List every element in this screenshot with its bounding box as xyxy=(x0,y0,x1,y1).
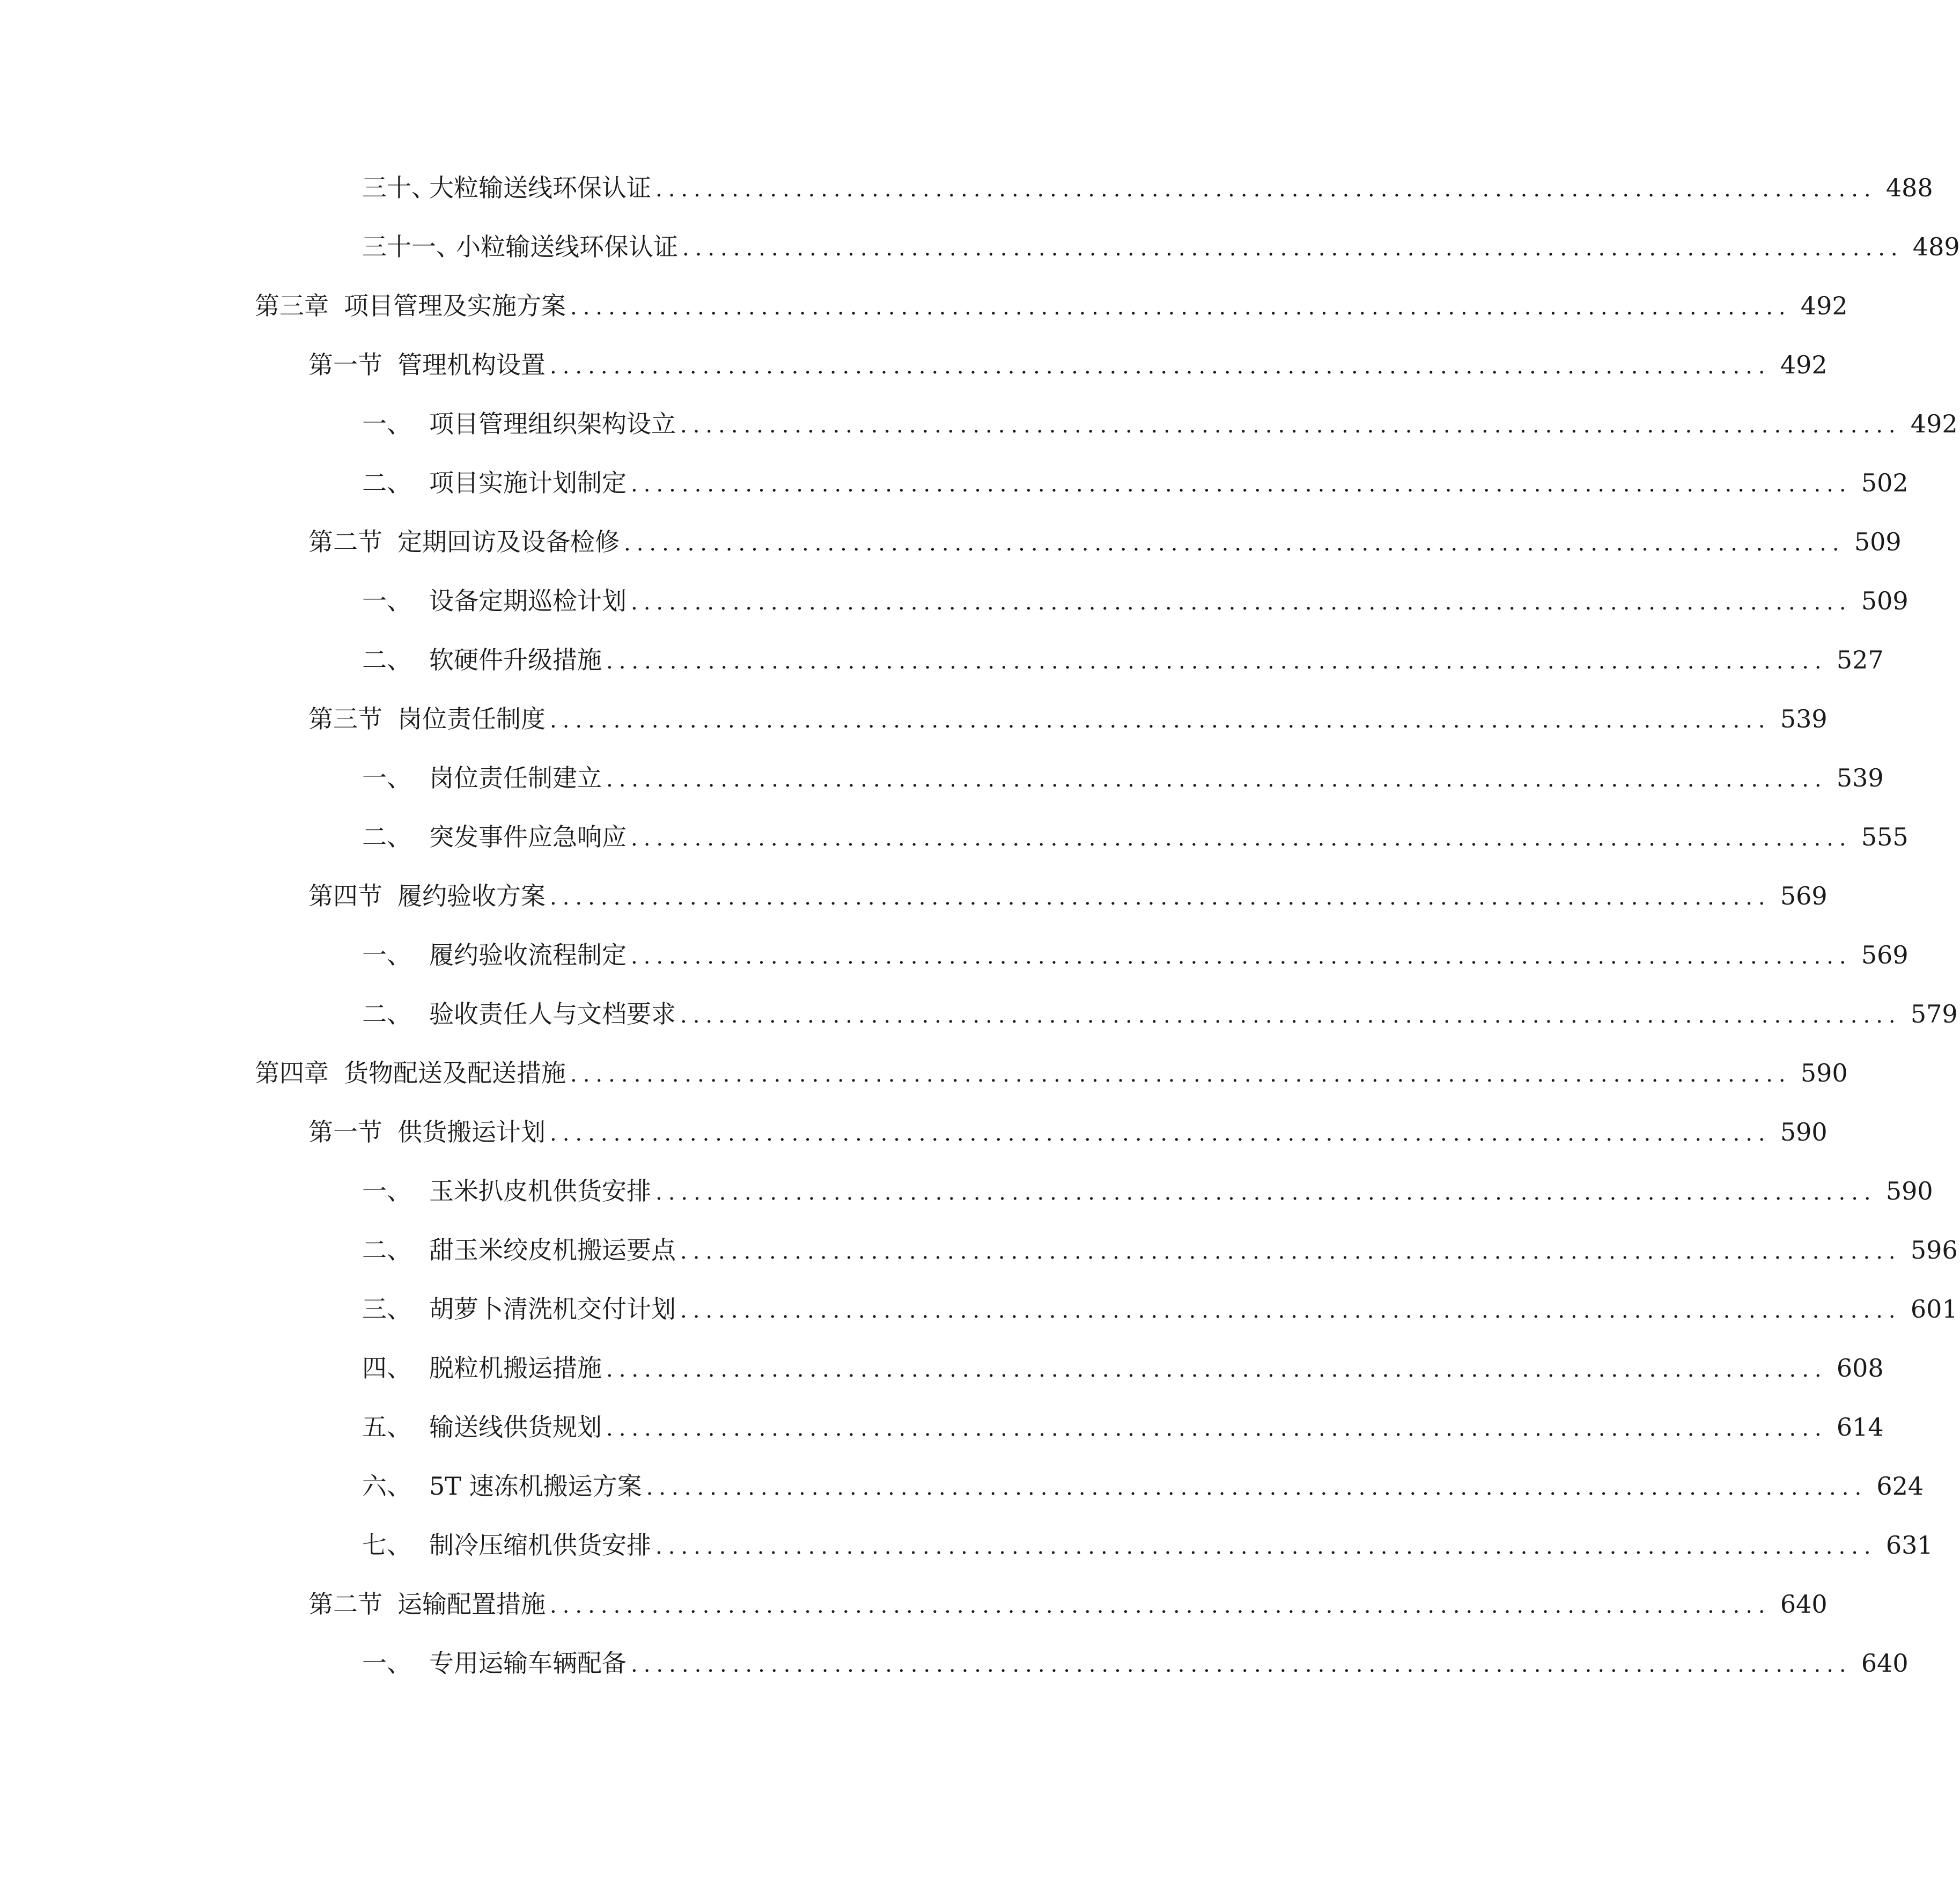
toc-entry[interactable] xyxy=(362,933,1909,976)
toc-entry-number: 一、 xyxy=(362,1649,411,1678)
toc-entry-title: 项目管理组织架构设立 xyxy=(429,409,676,438)
toc-entry-number: 四、 xyxy=(362,1354,411,1383)
toc-entry[interactable] xyxy=(362,225,1960,268)
toc-entry-page: 502 xyxy=(1861,468,1909,497)
toc-entry-number: 第三章 xyxy=(255,291,329,320)
toc-entry-page: 555 xyxy=(1861,822,1909,851)
toc-leader-dots: ................................................................................................ xyxy=(680,1239,1902,1264)
toc-entry-page: 624 xyxy=(1876,1472,1924,1501)
toc-entry-title: 甜玉米绞皮机搬运要点 xyxy=(429,1236,676,1265)
toc-entry-title: 管理机构设置 xyxy=(397,350,546,379)
toc-entry[interactable] xyxy=(308,1583,1828,1626)
toc-entry[interactable] xyxy=(362,1642,1909,1685)
toc-entry-page: 590 xyxy=(1885,1177,1933,1205)
toc-entry-number: 二、 xyxy=(362,822,411,851)
toc-entry-page: 590 xyxy=(1800,1058,1848,1087)
toc-entry-title: 制冷压缩机供货安排 xyxy=(429,1531,651,1560)
toc-entry-title: 5T 速冻机搬运方案 xyxy=(429,1472,642,1501)
toc-entry-number: 二、 xyxy=(362,468,411,497)
toc-entry-number: 一、 xyxy=(362,1177,411,1205)
toc-entry-number: 第二节 xyxy=(308,527,382,556)
toc-leader-dots: ................................................................................................ xyxy=(682,236,1904,261)
toc-entry-number: 第一节 xyxy=(308,350,382,379)
toc-entry-title: 大粒输送线环保认证 xyxy=(429,173,651,202)
toc-leader-dots: ................................................................................................ xyxy=(680,1298,1902,1323)
toc-entry-number: 七、 xyxy=(362,1531,411,1560)
toc-entry-page: 509 xyxy=(1854,527,1902,556)
toc-entry-number: 二、 xyxy=(362,645,411,674)
toc-entry[interactable] xyxy=(308,1111,1828,1153)
toc-leader-dots: ................................................................................................ xyxy=(655,1534,1877,1559)
toc-entry-page: 590 xyxy=(1780,1118,1828,1146)
toc-entry-title: 输送线供货规划 xyxy=(429,1413,602,1442)
toc-entry-title: 履约验收方案 xyxy=(397,881,546,910)
toc-entry-number: 三十一、 xyxy=(362,232,461,261)
toc-leader-dots: ................................................................................................ xyxy=(550,354,1771,379)
toc-entry-number: 第一节 xyxy=(308,1118,382,1146)
toc-entry[interactable] xyxy=(308,520,1902,563)
toc-entry-title: 脱粒机搬运措施 xyxy=(429,1354,602,1383)
toc-entry-number: 二、 xyxy=(362,1236,411,1265)
toc-entry[interactable] xyxy=(308,874,1828,917)
toc-entry[interactable] xyxy=(362,1465,1924,1508)
toc-entry-number: 第二节 xyxy=(308,1590,382,1619)
toc-entry-title: 专用运输车辆配备 xyxy=(429,1649,627,1678)
toc-entry-number: 一、 xyxy=(362,763,411,792)
toc-entry-title: 验收责任人与文档要求 xyxy=(429,999,676,1028)
toc-leader-dots: ................................................................................................ xyxy=(550,708,1771,733)
toc-leader-dots: ................................................................................................ xyxy=(680,1003,1902,1028)
toc-entry-title: 设备定期巡检计划 xyxy=(429,586,627,615)
toc-entry[interactable] xyxy=(362,1288,1958,1330)
toc-entry-page: 608 xyxy=(1836,1354,1884,1383)
toc-leader-dots: ................................................................................................ xyxy=(631,590,1852,615)
toc-entry[interactable] xyxy=(362,1229,1958,1271)
toc-entry-title: 小粒输送线环保认证 xyxy=(456,232,678,261)
toc-leader-dots: ................................................................................................ xyxy=(550,1593,1771,1618)
toc-entry-title: 玉米扒皮机供货安排 xyxy=(429,1177,651,1205)
toc-entry-page: 492 xyxy=(1800,291,1848,320)
toc-entry[interactable] xyxy=(362,1347,1884,1390)
toc-entry[interactable] xyxy=(362,1524,1933,1567)
toc-entry-page: 509 xyxy=(1861,586,1909,615)
toc-leader-dots: ................................................................................................ xyxy=(655,177,1877,202)
toc-entry[interactable] xyxy=(362,815,1909,858)
toc-leader-dots: ................................................................................................ xyxy=(570,1062,1792,1087)
toc-entry-title: 软硬件升级措施 xyxy=(429,645,602,674)
toc-entry-page: 569 xyxy=(1780,881,1828,910)
toc-entry[interactable] xyxy=(362,1170,1933,1212)
toc-entry-page: 596 xyxy=(1910,1236,1958,1265)
toc-entry[interactable] xyxy=(362,638,1884,681)
toc-entry-number: 第三节 xyxy=(308,704,382,733)
toc-entry-number: 第四节 xyxy=(308,881,382,910)
toc-entry[interactable] xyxy=(362,166,1933,209)
toc-entry[interactable] xyxy=(308,697,1828,740)
toc-entry[interactable] xyxy=(308,343,1828,386)
toc-entry-page: 539 xyxy=(1780,704,1828,733)
toc-entry-number: 三、 xyxy=(362,1295,411,1324)
toc-entry-page: 492 xyxy=(1780,350,1828,379)
toc-entry[interactable] xyxy=(362,756,1884,799)
toc-entry-page: 631 xyxy=(1885,1531,1933,1560)
toc-entry-title: 供货搬运计划 xyxy=(397,1118,546,1146)
toc-entry-page: 488 xyxy=(1885,173,1933,202)
toc-entry-title: 运输配置措施 xyxy=(397,1590,546,1619)
toc-entry-number: 一、 xyxy=(362,409,411,438)
toc-leader-dots: ................................................................................................ xyxy=(624,531,1845,556)
toc-entry[interactable] xyxy=(255,284,1848,327)
toc-entry-page: 492 xyxy=(1910,409,1958,438)
toc-entry-number: 一、 xyxy=(362,586,411,615)
toc-leader-dots: ................................................................................................ xyxy=(680,413,1902,438)
toc-leader-dots: ................................................................................................ xyxy=(646,1475,1868,1500)
toc-entry-page: 539 xyxy=(1836,763,1884,792)
toc-entry-number: 六、 xyxy=(362,1472,411,1501)
toc-entry-title: 项目实施计划制定 xyxy=(429,468,627,497)
toc-entry[interactable] xyxy=(362,461,1909,504)
toc-entry-title: 突发事件应急响应 xyxy=(429,822,627,851)
toc-leader-dots: ................................................................................................ xyxy=(631,1652,1852,1677)
toc-entry[interactable] xyxy=(255,1052,1848,1094)
toc-leader-dots: ................................................................................................ xyxy=(631,826,1852,851)
toc-entry-title: 履约验收流程制定 xyxy=(429,940,627,969)
toc-entry-title: 胡萝卜清洗机交付计划 xyxy=(429,1295,676,1324)
toc-entry-title: 货物配送及配送措施 xyxy=(344,1058,566,1087)
toc-entry-page: 579 xyxy=(1910,999,1958,1028)
toc-entry-page: 601 xyxy=(1910,1295,1958,1324)
toc-entry-number: 第四章 xyxy=(255,1058,329,1087)
toc-entry-title: 岗位责任制度 xyxy=(397,704,546,733)
toc-entry-page: 614 xyxy=(1836,1413,1884,1442)
toc-leader-dots: ................................................................................................ xyxy=(606,649,1828,674)
toc-leader-dots: ................................................................................................ xyxy=(606,1416,1828,1441)
toc-entry-number: 三十、 xyxy=(362,173,436,202)
toc-leader-dots: ................................................................................................ xyxy=(631,944,1852,969)
toc-entry-page: 569 xyxy=(1861,940,1909,969)
toc-entry-page: 640 xyxy=(1780,1590,1828,1619)
toc-entry-page: 489 xyxy=(1912,232,1960,261)
toc-leader-dots: ................................................................................................ xyxy=(550,1121,1771,1146)
toc-leader-dots: ................................................................................................ xyxy=(631,472,1852,497)
toc-entry[interactable] xyxy=(362,402,1958,445)
toc-entry-page: 640 xyxy=(1861,1649,1909,1678)
toc-entry[interactable] xyxy=(362,993,1958,1035)
toc-leader-dots: ................................................................................................ xyxy=(570,295,1792,320)
toc-entry-number: 一、 xyxy=(362,940,411,969)
toc-leader-dots: ................................................................................................ xyxy=(550,885,1771,910)
toc-leader-dots: ................................................................................................ xyxy=(606,767,1828,792)
toc-entry-title: 定期回访及设备检修 xyxy=(397,527,620,556)
toc-entry[interactable] xyxy=(362,1406,1884,1449)
toc-entry-number: 二、 xyxy=(362,999,411,1028)
toc-entry-title: 项目管理及实施方案 xyxy=(344,291,566,320)
toc-entry[interactable] xyxy=(362,579,1909,622)
toc-entry-number: 五、 xyxy=(362,1413,411,1442)
toc-entry-page: 527 xyxy=(1836,645,1884,674)
toc-leader-dots: ................................................................................................ xyxy=(655,1180,1877,1205)
toc-entry-title: 岗位责任制建立 xyxy=(429,763,602,792)
toc-leader-dots: ................................................................................................ xyxy=(606,1357,1828,1382)
